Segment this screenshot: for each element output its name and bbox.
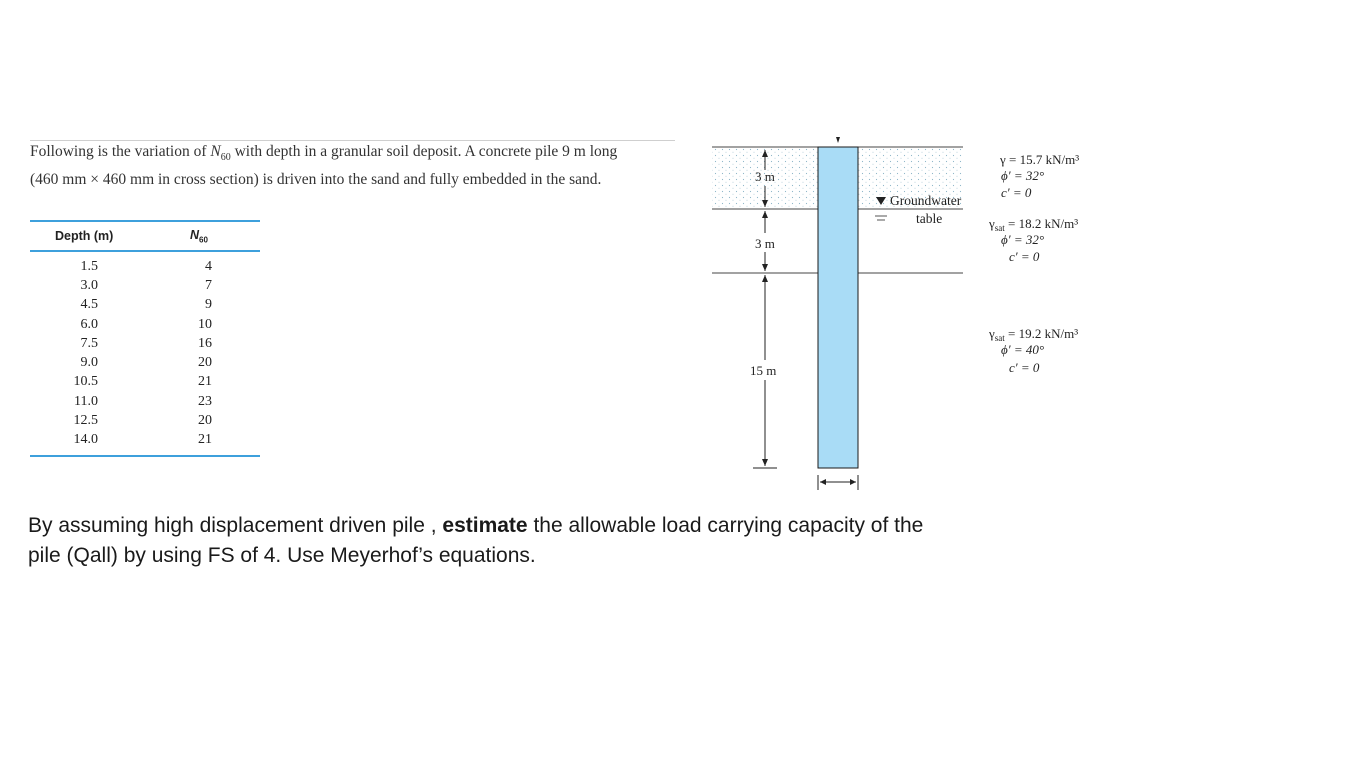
- question-bold-word: estimate: [442, 514, 528, 537]
- width-arrow-left-icon: [820, 479, 826, 485]
- problem-text-part1: Following is the variation of: [30, 143, 211, 160]
- dim-label-layer1: 3 m: [755, 169, 775, 184]
- depth-cell: 10.5: [73, 374, 98, 390]
- n60-cell: 20: [198, 355, 212, 371]
- table-row: [30, 373, 260, 392]
- layer2-cohesion: c′ = 0: [1009, 249, 1040, 264]
- layer3-gamma: [988, 326, 1078, 343]
- table-row: [30, 411, 260, 430]
- n-subscript: 60: [220, 152, 231, 164]
- depth-cell: 7.5: [80, 335, 98, 351]
- load-marker-icon: [836, 137, 840, 143]
- n-symbol: N: [210, 143, 221, 160]
- layer1-cohesion: c′ = 0: [1001, 185, 1032, 200]
- layer3-cohesion: c′ = 0: [1009, 360, 1040, 375]
- layer2-gamma: [988, 216, 1078, 233]
- layer3-gamma-symbol: γ: [989, 326, 995, 341]
- problem-statement: [30, 141, 640, 191]
- question-text: [28, 511, 928, 571]
- depth-cell: 12.5: [73, 413, 98, 429]
- n60-cell: 21: [198, 432, 212, 448]
- dim3-arrow-down-icon: [762, 459, 768, 466]
- table-bottom-rule: [30, 455, 260, 457]
- header-n60: [190, 228, 208, 245]
- dim3-arrow-up-icon: [762, 275, 768, 282]
- pile: [818, 147, 858, 468]
- layer1-gamma: γ = 15.7 kN/m³: [1000, 152, 1080, 167]
- soil-pile-diagram: [700, 130, 1120, 495]
- table-row: [30, 257, 260, 276]
- table-header: [30, 222, 260, 250]
- question-part1: By assuming high displacement driven pile ,: [28, 514, 443, 537]
- n60-cell: 4: [205, 258, 212, 274]
- n60-cell: 7: [205, 277, 212, 293]
- depth-cell: 11.0: [74, 393, 98, 409]
- table-row: [30, 315, 260, 334]
- layer3-gamma-sub: sat: [994, 333, 1005, 343]
- n60-depth-table: [30, 220, 260, 457]
- depth-cell: 1.5: [80, 258, 98, 274]
- layer2-gamma-symbol: γ: [989, 216, 995, 231]
- header-depth: Depth (m): [55, 229, 114, 243]
- table-row: [30, 334, 260, 353]
- layer1-phi: ϕ′ = 32°: [1001, 168, 1045, 183]
- problem-text-part2: with depth in a granular soil deposit. A concrete pile 9 m long (460 mm × 460 mm in cross section) is driven into the sand and fully embedded in the sand.: [30, 143, 618, 189]
- table-row: [30, 276, 260, 295]
- n60-cell: 23: [198, 393, 212, 409]
- layer3-gamma-value: = 19.2 kN/m³: [1004, 326, 1079, 341]
- depth-cell: 6.0: [80, 316, 98, 332]
- layer3-phi: ϕ′ = 40°: [1001, 342, 1045, 357]
- depth-cell: 4.5: [80, 297, 98, 313]
- header-n-subscript: 60: [199, 235, 208, 245]
- table-body: [30, 252, 260, 455]
- n60-cell: 20: [198, 413, 212, 429]
- depth-cell: 9.0: [80, 355, 98, 371]
- groundwater-label: Groundwater: [890, 193, 962, 208]
- depth-cell: 14.0: [73, 432, 98, 448]
- n60-cell: 21: [198, 374, 212, 390]
- layer2-gamma-sub: sat: [994, 223, 1005, 233]
- table-row: [30, 392, 260, 411]
- dim-label-layer3: 15 m: [750, 363, 777, 378]
- header-n-symbol: N: [190, 227, 200, 242]
- depth-cell: 3.0: [80, 277, 98, 293]
- dim-label-layer2: 3 m: [755, 236, 775, 251]
- table-row: [30, 296, 260, 315]
- n60-cell: 9: [205, 297, 212, 313]
- layer2-gamma-value: = 18.2 kN/m³: [1004, 216, 1079, 231]
- table-row: [30, 353, 260, 372]
- table-label: table: [916, 211, 943, 226]
- question-part2: the allowable load carrying capacity of the pile (Qall) by using FS of 4. Use Meyerhof’s equations.: [28, 514, 924, 567]
- layer2-phi: ϕ′ = 32°: [1001, 232, 1045, 247]
- n60-cell: 16: [198, 335, 212, 351]
- n60-cell: 10: [198, 316, 212, 332]
- dim2-arrow-up-icon: [762, 211, 768, 218]
- dim2-arrow-down-icon: [762, 264, 768, 271]
- table-row: [30, 431, 260, 450]
- width-arrow-right-icon: [850, 479, 856, 485]
